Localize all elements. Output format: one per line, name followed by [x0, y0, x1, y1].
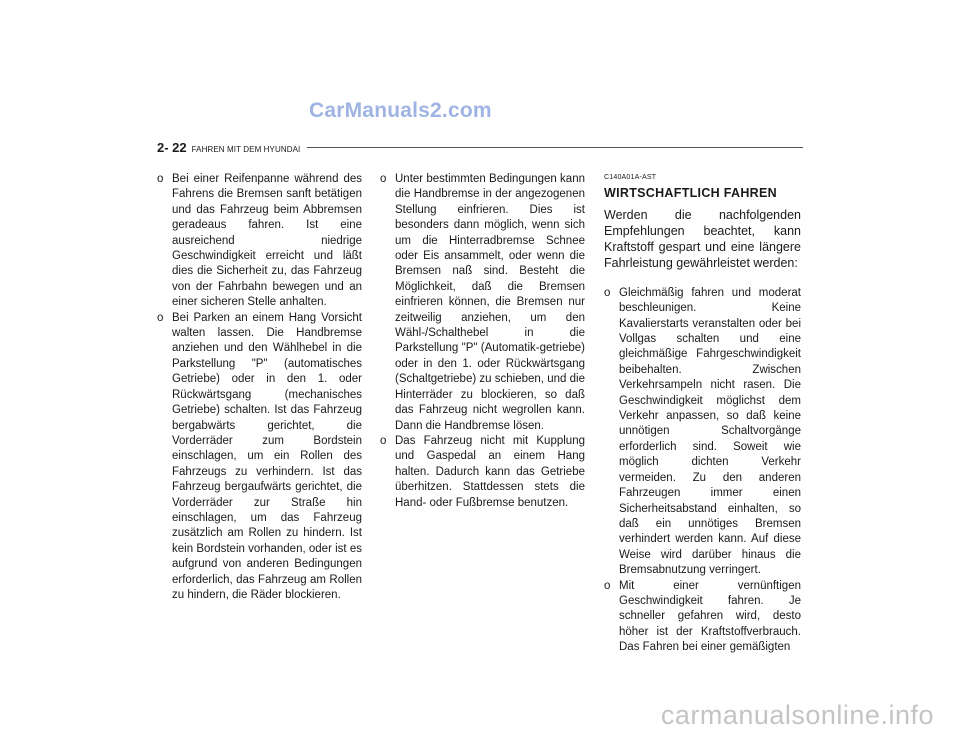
bullet-marker: o: [380, 173, 387, 185]
bullet-item: [157, 172, 362, 311]
bullet-text: Gleichmäßig fahren und moderat beschleunigen. Keine Kavalierstarts veranstalten oder bei Vollgas schalten und eine gleichmäßige Fahrgeschwindigkeit beibehalten. Zwischen Verkehrsampeln nicht rasen. Die Geschwindigkeit möglichst dem Verkehr anpassen, so daß keine unnötigen Schaltvorgänge erforderlich sind. Soweit wie möglich dichten Verkehr vermeiden. Zu den anderen Fahrzeugen immer einen Sicherheitsabstand einhalten, so daß ein unnötiges Bremsen verhindert werden kann. Auf diese Weise wird darüber hinaus die Bremsabnutzung verringert.: [619, 286, 801, 577]
bullet-marker: o: [157, 311, 164, 324]
column-3: [604, 172, 801, 656]
page-header: [157, 140, 300, 155]
bullet-item: [380, 172, 585, 434]
page-number: 2- 22: [157, 140, 187, 155]
bullet-text: Mit einer vernünftigen Geschwindigkeit fahren. Je schneller gefahren wird, desto höher ist der Kraftstoffverbrauch. Das Fahren bei einer gemäßigten: [619, 579, 801, 654]
section-code: C140A01A-AST: [604, 174, 657, 181]
watermark-top: CarManuals2.com: [309, 99, 492, 122]
bullet-text: Unter bestimmten Bedingungen kann die Handbremse in der angezogenen Stellung einfrieren. Dies ist besonders dann möglich, wenn sich um die Hinterradbremse Schnee oder Eis ansammelt, oder wenn die Bremsen naß sind. Besteht die Möglichkeit, daß die Bremsen einfrieren können, die Bremsen nur zeitweilig anziehen, um den Wähl-/Schalthebel in die Parkstellung "P" (Automatik-getriebe) oder in den 1. oder Rückwärtsgang (Schaltgetriebe) zu schieben, und die Hinterräder zu blockieren, so daß das Fahrzeug nicht wegrollen kann. Dann die Handbremse lösen.: [395, 173, 585, 432]
section-heading: WIRTSCHAFTLICH FAHREN: [604, 186, 777, 201]
bullet-text: Bei einer Reifenpanne während des Fahrens die Bremsen sanft betätigen und das Fahrzeug beim Abbremsen geradeaus fahren. Ist eine ausreichend niedrige Geschwindigkeit erreicht und läßt dies die Sicherheit zu, das Fahrzeug von der Fahrbahn bewegen und an einer sicheren Stelle anhalten.: [172, 173, 362, 309]
bullet-item: [380, 434, 585, 511]
bullet-text: Das Fahrzeug nicht mit Kupplung und Gaspedal an einem Hang halten. Dadurch kann das Getriebe überhitzen. Stattdessen stets die Hand- oder Fußbremse benutzen.: [395, 434, 585, 509]
bullet-item: [604, 579, 801, 656]
intro-paragraph: Werden die nachfolgenden Empfehlungen beachtet, kann Kraftstoff gespart und eine längere Fahrleistung gewährleistet werden:: [604, 207, 801, 270]
bullet-item: [157, 311, 362, 604]
bullet-marker: o: [380, 434, 387, 447]
watermark-bottom: carmanualsonline.info: [660, 700, 934, 730]
bullet-item: [604, 286, 801, 579]
column-1: [157, 172, 362, 603]
column-2: [380, 172, 585, 511]
section-title: FAHREN MIT DEM HYUNDAI: [191, 145, 301, 154]
bullet-marker: o: [604, 579, 611, 592]
bullet-text: Bei Parken an einem Hang Vorsicht walten lassen. Die Handbremse anziehen und den Wählhebel in die Parkstellung "P" (automatisches Getriebe) oder in den 1. oder Rückwärtsgang (mechanisches Getriebe) schalten. Ist das Fahrzeug bergabwärts gerichtet, die Vorderräder zum Bordstein einschlagen, um ein Rollen des Fahrzeugs zu verhindern. Ist das Fahrzeug bergaufwärts gerichtet, die Vorderräder zur Straße hin einschlagen, um das Fahrzeug zusätzlich am Rollen zu hindern. Ist kein Bordstein vorhanden, oder ist es aufgrund von anderen Bedingungen erforderlich, das Fahrzeug am Rollen zu hindern, die Räder blockieren.: [172, 311, 362, 601]
bullet-marker: o: [604, 286, 611, 299]
bullet-marker: o: [157, 173, 164, 185]
header-rule: [307, 147, 803, 148]
